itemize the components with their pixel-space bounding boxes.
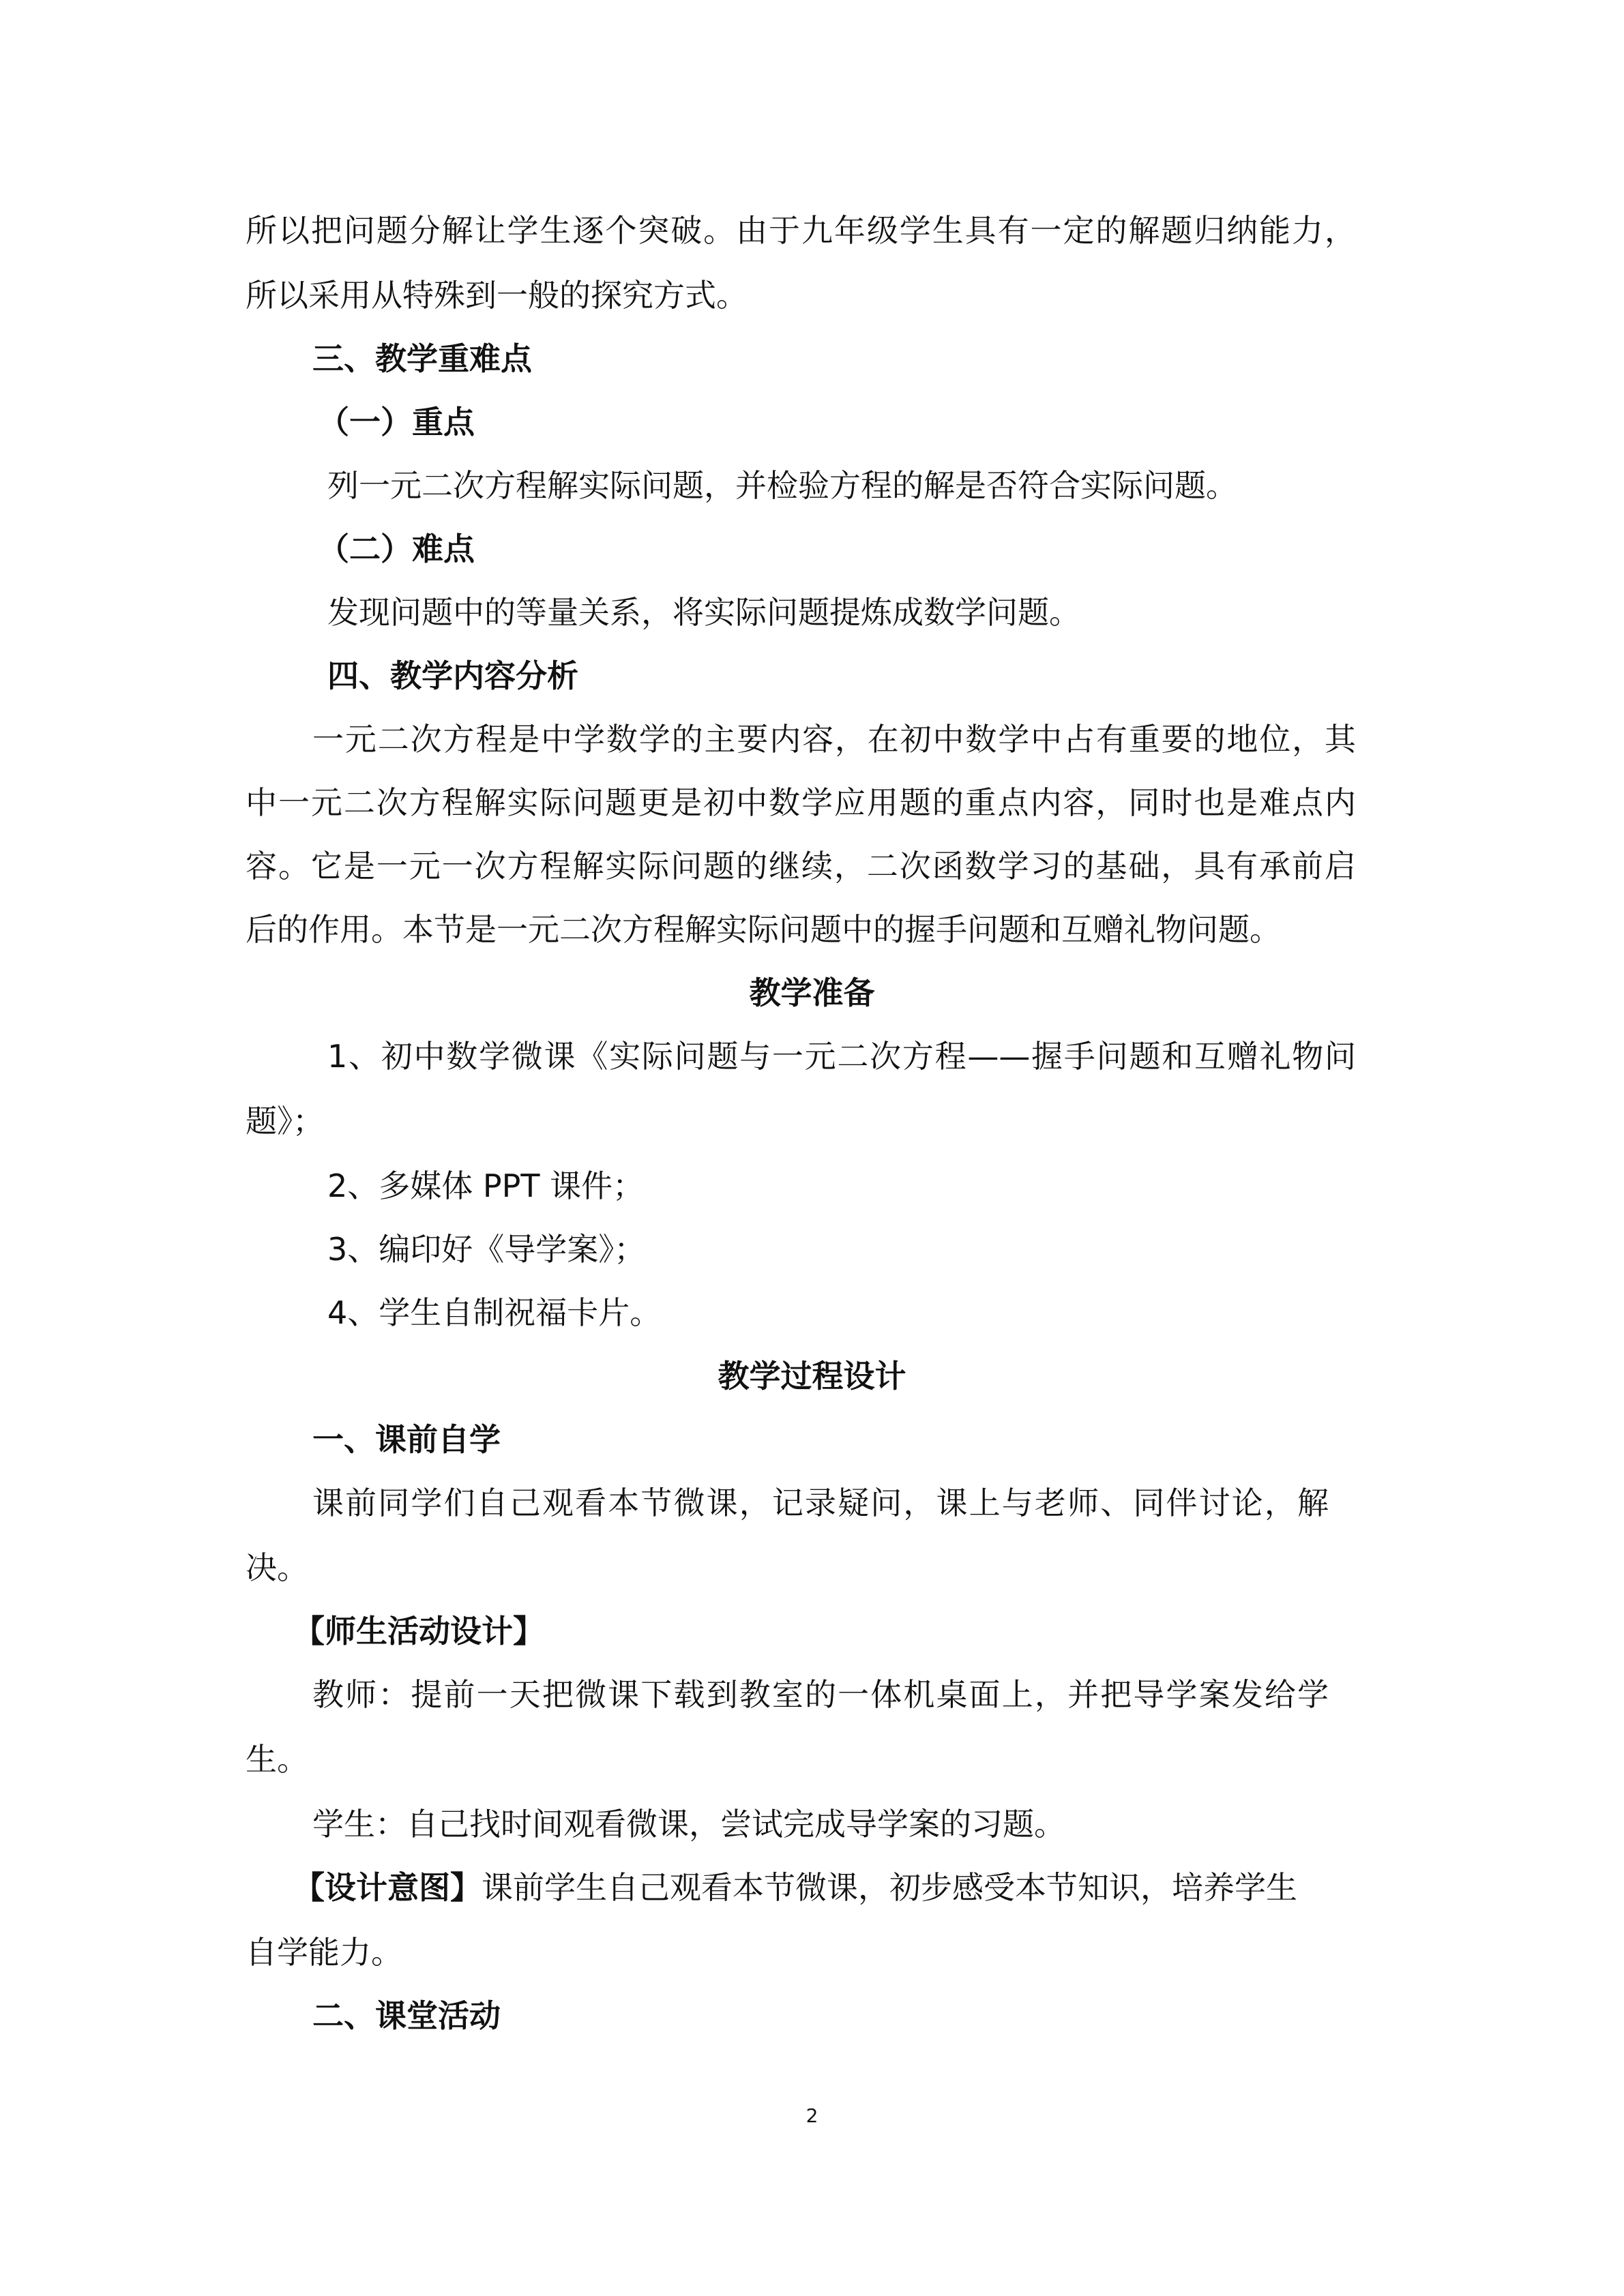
- section-heading-key-difficult: 三、教学重难点: [312, 340, 532, 377]
- paragraph-line: 所以把问题分解让学生逐个突破。由于九年级学生具有一定的解题归纳能力，: [246, 212, 1356, 249]
- subheading-key-point: （一）重点: [318, 404, 475, 441]
- paragraph-line: 学生：自己找时间观看微课，尝试完成导学案的习题。: [312, 1806, 1065, 1843]
- subheading-difficult-point: （二）难点: [318, 531, 475, 567]
- paragraph-line: 课前同学们自己观看本节微课，记录疑问，课上与老师、同伴讨论，解: [312, 1485, 1329, 1521]
- paragraph-line: 生。: [246, 1741, 308, 1778]
- design-intent-label: 【设计意图】: [293, 1869, 482, 1906]
- list-item: 3、编印好《导学案》；: [327, 1231, 646, 1268]
- activity-design-label: 【师生活动设计】: [293, 1613, 544, 1650]
- paragraph-line: 一元二次方程是中学数学的主要内容，在初中数学中占有重要的地位，其: [312, 721, 1356, 758]
- paragraph-line: 列一元二次方程解实际问题，并检验方程的解是否符合实际问题。: [327, 467, 1237, 504]
- section-heading-pre-study: 一、课前自学: [312, 1421, 501, 1458]
- section-heading-content-analysis: 四、教学内容分析: [327, 657, 578, 694]
- list-item-line: 题》；: [246, 1103, 324, 1139]
- page-number: 2: [806, 2104, 818, 2127]
- design-intent-line: [293, 1867, 1297, 1908]
- list-item: 2、多媒体 PPT 课件；: [327, 1167, 645, 1204]
- paragraph-line: 发现问题中的等量关系，将实际问题提炼成数学问题。: [327, 594, 1080, 631]
- paragraph-line: 自学能力。: [246, 1934, 402, 1971]
- paragraph-line: 教师：提前一天把微课下载到教室的一体机桌面上，并把导学案发给学: [312, 1676, 1329, 1713]
- paragraph-line: 中一元二次方程解实际问题更是初中数学应用题的重点内容，同时也是难点内: [246, 784, 1356, 821]
- paragraph-line: 决。: [246, 1549, 308, 1586]
- paragraph-line: 所以采用从特殊到一般的探究方式。: [246, 277, 748, 314]
- paragraph-line: 容。它是一元一次方程解实际问题的继续，二次函数学习的基础，具有承前启: [246, 848, 1356, 884]
- paragraph-line: 后的作用。本节是一元二次方程解实际问题中的握手问题和互赠礼物问题。: [246, 911, 1281, 948]
- list-item: 4、学生自制祝福卡片。: [327, 1294, 662, 1331]
- section-heading-class-activity: 二、课堂活动: [312, 1997, 501, 2034]
- design-intent-text: 课前学生自己观看本节微课，初步感受本节知识，培养学生: [482, 1869, 1297, 1906]
- list-item-line: 1、初中数学微课《实际问题与一元二次方程——握手问题和互赠礼物问: [327, 1038, 1356, 1075]
- heading-teaching-preparation: 教学准备: [749, 974, 875, 1011]
- heading-teaching-process: 教学过程设计: [718, 1358, 906, 1395]
